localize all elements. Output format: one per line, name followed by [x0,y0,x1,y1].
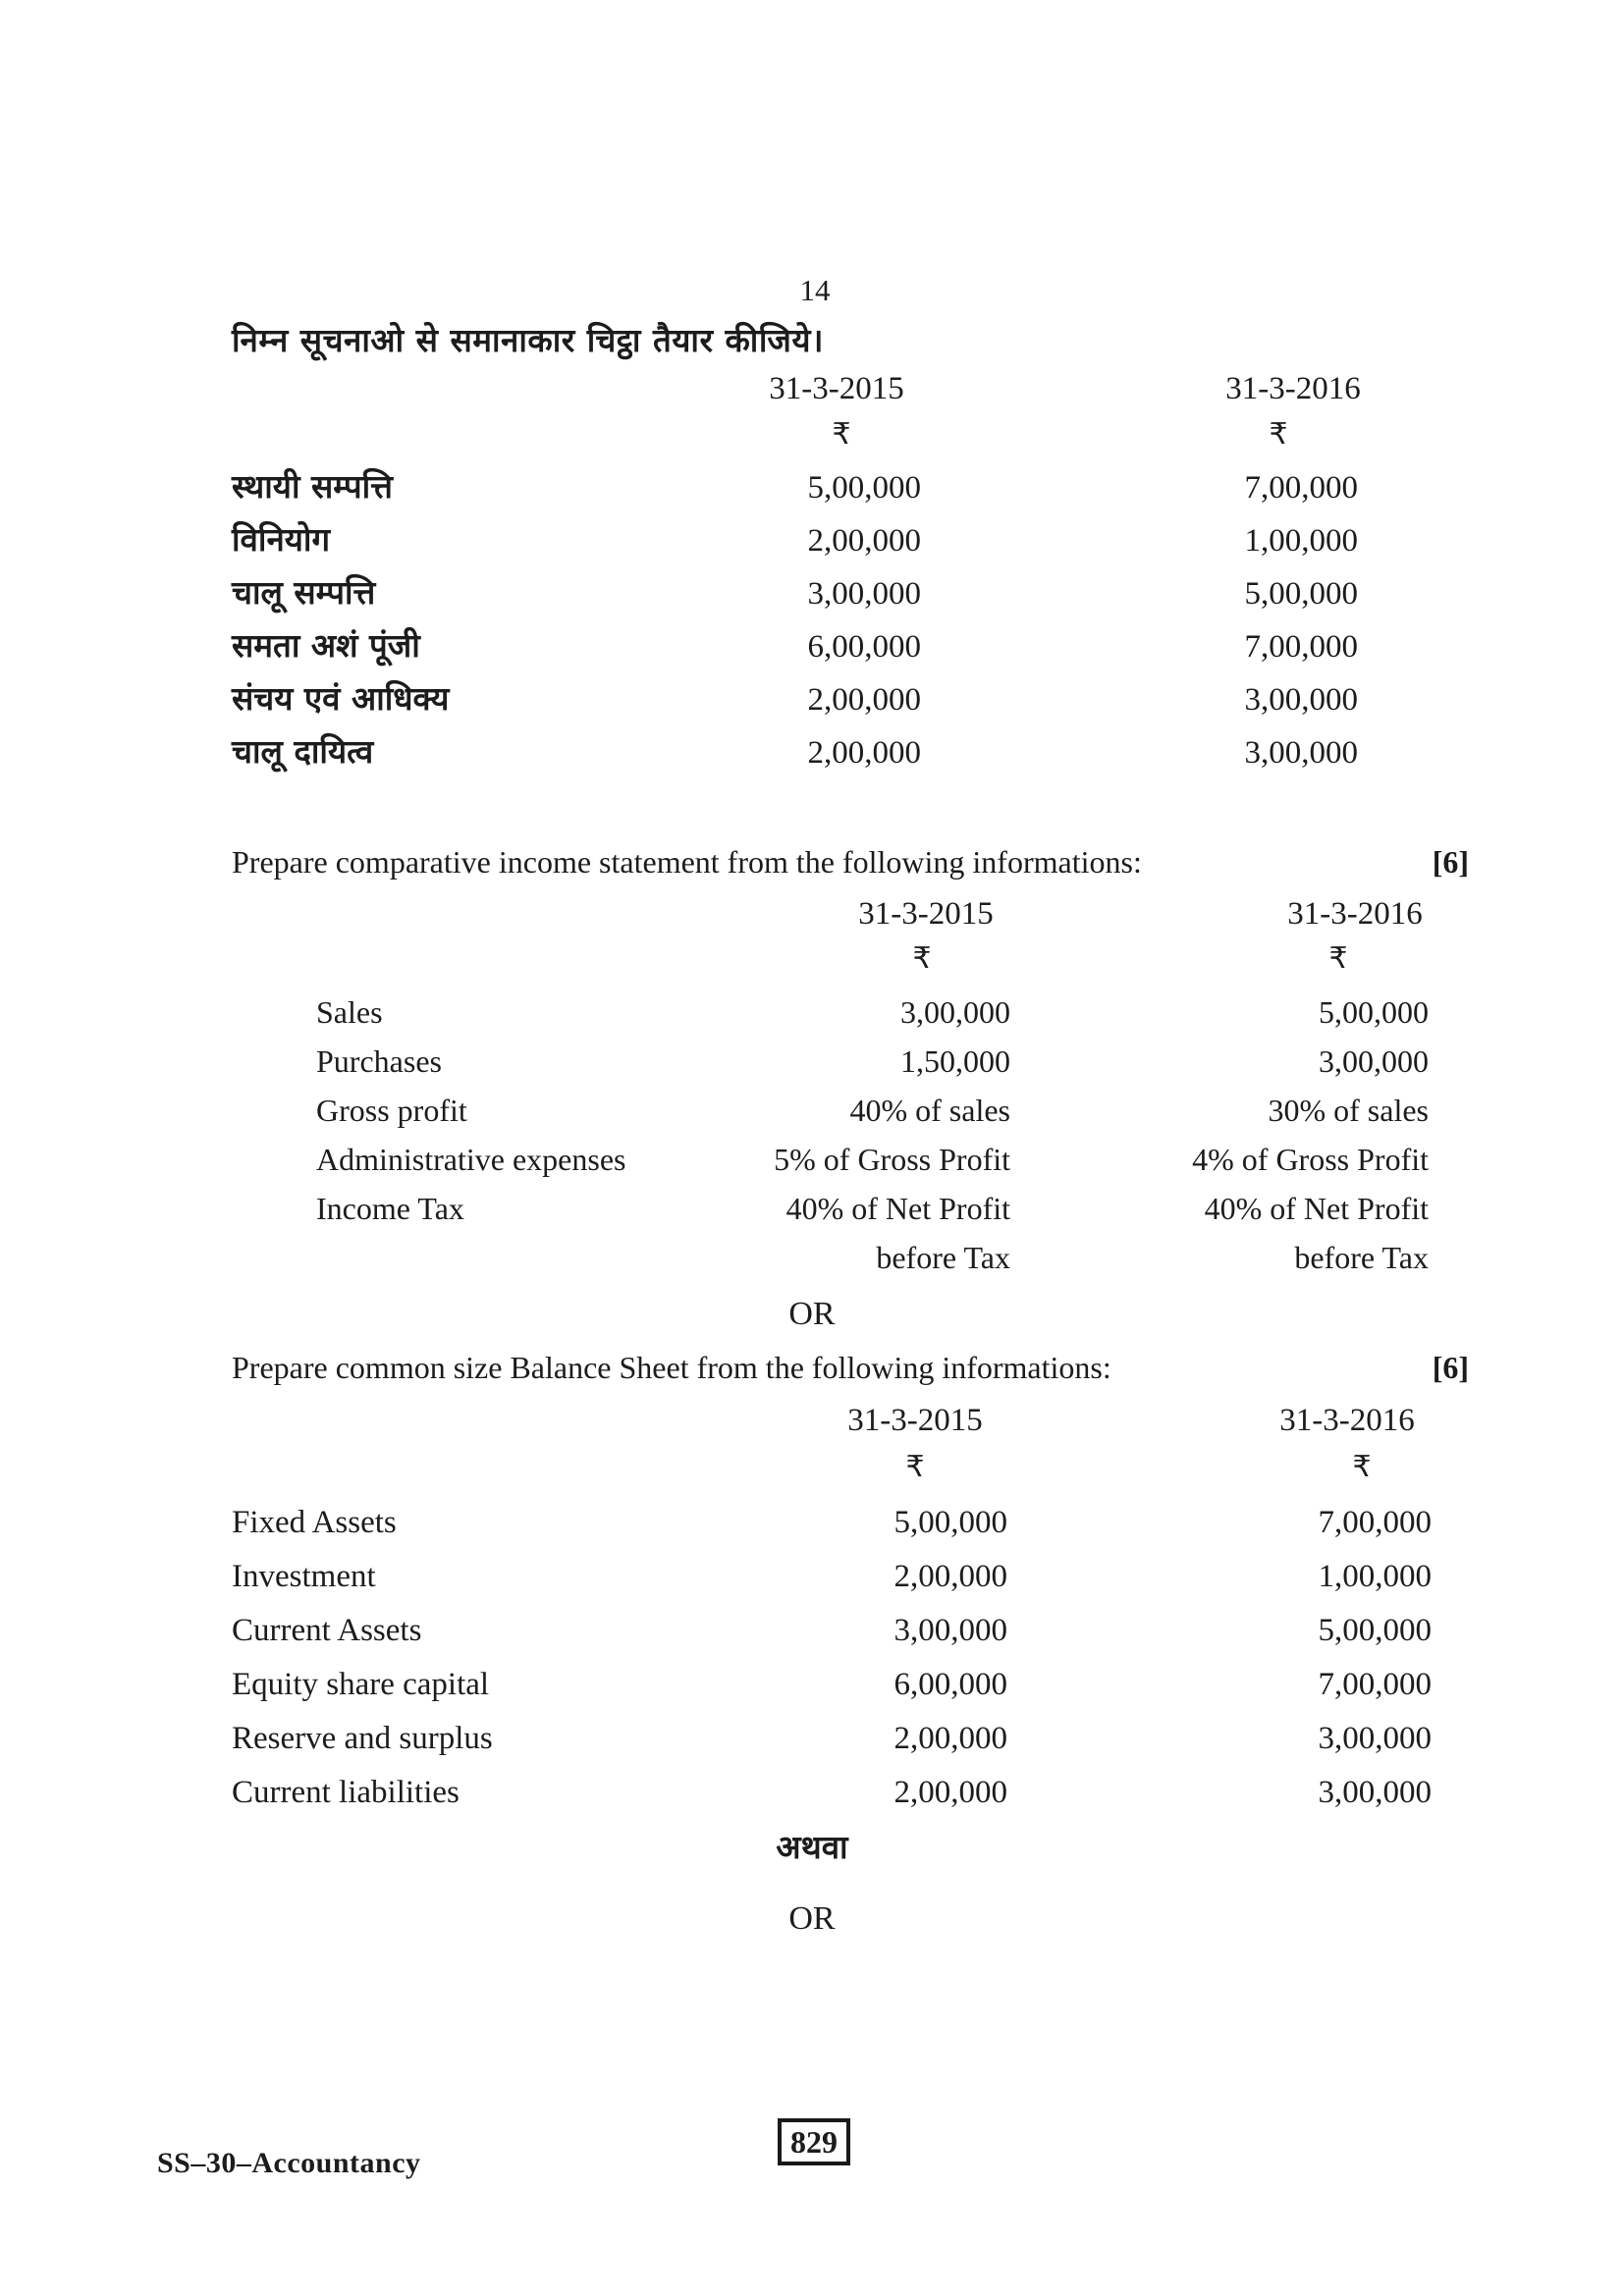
row-label: चालू दायित्व [232,732,374,771]
q2-col1-rupee-symbol: ₹ [912,941,932,976]
q2-col2-rupee-symbol: ₹ [1328,941,1348,976]
row-label: स्थायी सम्पत्ति [232,467,393,506]
q1-col2-rupee-symbol: ₹ [1269,417,1288,452]
table-row [316,1086,1429,1135]
value-2016: 4% of Gross Profit [1192,1142,1429,1177]
q3-marks-badge: [6] [1432,1350,1469,1385]
table-row [232,1658,1432,1712]
q2-income-table [316,988,1429,1282]
table-row [316,1135,1429,1184]
row-label: Current liabilities [232,1775,460,1810]
table-row [232,619,1358,672]
value-2016: 7,00,000 [1318,1667,1432,1702]
row-label: संचय एवं आधिक्य [232,679,450,718]
or-divider: OR [788,1296,836,1332]
value-2016: 3,00,000 [1244,735,1358,771]
table-row [232,460,1358,513]
table-row [232,672,1358,725]
page-number: 14 [799,273,831,307]
q3-heading-line [232,1347,1469,1388]
q3-col2-date-header: 31-3-2016 [1279,1403,1415,1438]
table-row [232,1496,1432,1550]
table-row [316,988,1429,1037]
row-label: Income Tax [316,1191,464,1226]
value-2015: 3,00,000 [900,994,1010,1030]
q1-balance-table [232,460,1358,778]
value-2016: 1,00,000 [1244,523,1358,559]
q2-heading-line [232,841,1469,882]
q2-col2-date-header: 31-3-2016 [1287,896,1423,932]
value-2015: 2,00,000 [807,735,921,771]
table-row [316,1184,1429,1233]
table-row [232,1550,1432,1604]
table-row [232,1712,1432,1766]
row-label: Fixed Assets [232,1505,397,1540]
value-2015: 5,00,000 [893,1505,1007,1540]
q1-col1-rupee-symbol: ₹ [832,417,851,452]
q3-col2-rupee-symbol: ₹ [1352,1450,1372,1484]
q3-balance-table [232,1496,1432,1820]
row-label: समता अशं पूंजी [232,626,420,665]
row-label: Investment [232,1559,376,1594]
footer-page-number-box: 829 [778,2118,850,2165]
value-2015: 5,00,000 [807,470,921,506]
value-2015: 6,00,000 [807,629,921,665]
value-2016: 7,00,000 [1244,629,1358,665]
value-2015: 2,00,000 [893,1775,1007,1810]
row-label: Sales [316,994,383,1030]
q2-col1-date-header: 31-3-2015 [858,896,994,932]
row-label: Reserve and surplus [232,1721,493,1756]
q2-heading-text: Prepare comparative income statement from the following informations: [232,844,1142,880]
row-label: विनियोग [232,520,331,559]
q2-marks-badge: [6] [1432,844,1469,880]
q3-col1-rupee-symbol: ₹ [905,1450,925,1484]
value-2015: 5% of Gross Profit [774,1142,1010,1177]
value-2016: 1,00,000 [1318,1559,1432,1594]
q1-col1-date-header: 31-3-2015 [769,371,904,406]
row-label: Equity share capital [232,1667,490,1702]
value-2015: before Tax [876,1240,1010,1275]
value-2015: 2,00,000 [807,523,921,559]
row-label: चालू सम्पत्ति [232,573,376,612]
value-2016: 5,00,000 [1318,1613,1432,1648]
q1-col2-date-header: 31-3-2016 [1225,371,1361,406]
question-heading-hindi: निम्न सूचनाओ से समानाकार चिट्ठा तैयार कीजिये। [232,321,825,359]
value-2016: 7,00,000 [1244,470,1358,506]
value-2016: 3,00,000 [1318,1775,1432,1810]
value-2016: 30% of sales [1268,1093,1429,1128]
value-2016: 5,00,000 [1244,576,1358,612]
value-2015: 40% of Net Profit [785,1191,1010,1226]
value-2016: 3,00,000 [1244,682,1358,718]
table-row [232,566,1358,619]
table-row [316,1233,1429,1282]
table-row [232,1766,1432,1820]
table-row [232,725,1358,778]
row-label: Current Assets [232,1613,422,1648]
table-row [232,1604,1432,1658]
value-2015: 40% of sales [849,1093,1010,1128]
value-2016: 3,00,000 [1319,1043,1429,1079]
row-label: Administrative expenses [316,1142,626,1177]
value-2015: 3,00,000 [893,1613,1007,1648]
value-2015: 3,00,000 [807,576,921,612]
value-2016: 5,00,000 [1319,994,1429,1030]
value-2015: 2,00,000 [807,682,921,718]
value-2015: 1,50,000 [900,1043,1010,1079]
or-divider: OR [788,1900,836,1937]
footer-paper-code: SS–30–Accountancy [157,2147,421,2179]
q3-col1-date-header: 31-3-2015 [847,1403,983,1438]
value-2015: 6,00,000 [893,1667,1007,1702]
table-row [316,1037,1429,1086]
value-2016: before Tax [1294,1240,1429,1275]
or-divider-hindi: अथवा [776,1828,848,1866]
row-label: Purchases [316,1043,442,1079]
value-2016: 7,00,000 [1318,1505,1432,1540]
value-2016: 40% of Net Profit [1204,1191,1429,1226]
table-row [232,513,1358,566]
q3-heading-text: Prepare common size Balance Sheet from the following informations: [232,1350,1111,1385]
value-2015: 2,00,000 [893,1721,1007,1756]
value-2016: 3,00,000 [1318,1721,1432,1756]
value-2015: 2,00,000 [893,1559,1007,1594]
row-label: Gross profit [316,1093,467,1128]
